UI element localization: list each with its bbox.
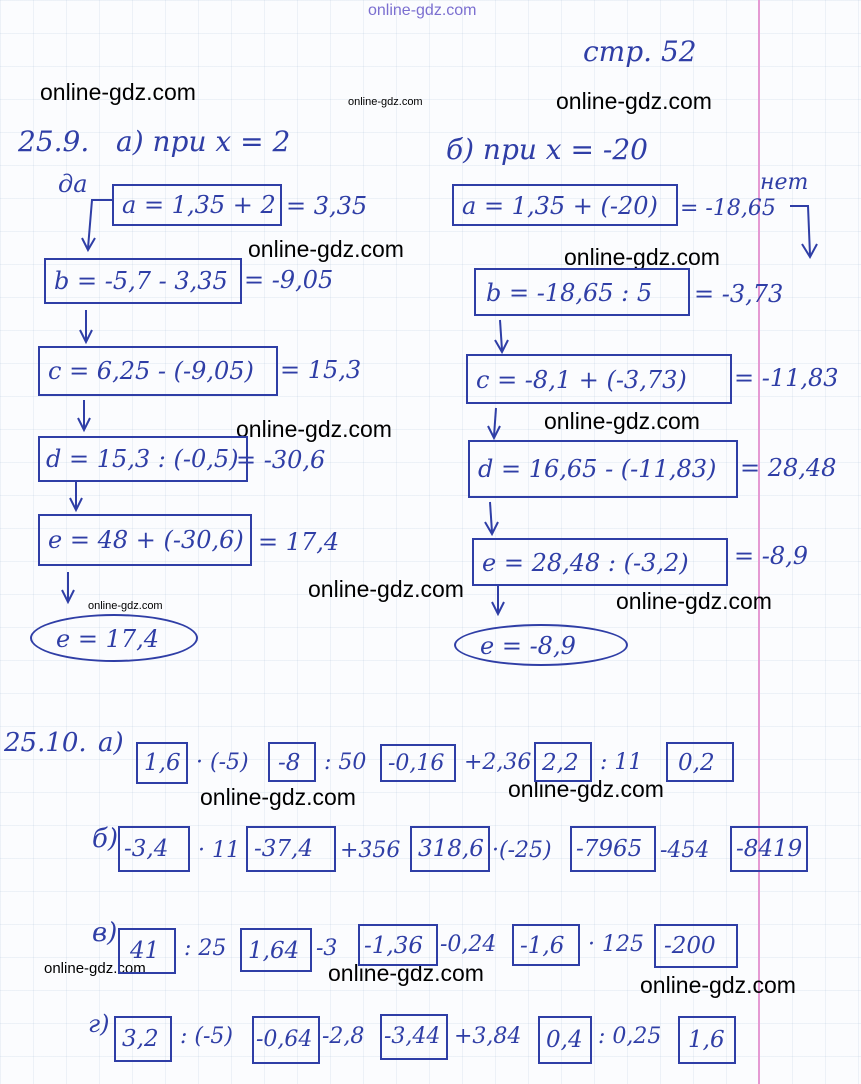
- watermark[interactable]: online-gdz.com: [88, 600, 163, 612]
- chain-value: 41: [130, 938, 160, 964]
- step-expression: c = -8,1 + (-3,73): [476, 366, 687, 394]
- step-box: [468, 440, 738, 498]
- answer-a: e = 17,4: [56, 625, 160, 653]
- chain-value: -1,36: [364, 933, 423, 959]
- step-result: = 17,4: [258, 528, 340, 556]
- chain-value: 1,6: [688, 1027, 725, 1053]
- chain-box: [534, 742, 592, 782]
- watermark-top[interactable]: online-gdz.com: [368, 2, 477, 19]
- part-b-header: б) при x = -20: [446, 133, 648, 166]
- watermark[interactable]: online-gdz.com: [564, 244, 720, 270]
- chain-box: [246, 826, 336, 872]
- step-expression: e = 28,48 : (-3,2): [482, 549, 689, 577]
- chain-box: [570, 826, 656, 872]
- chain-op: -2,8: [322, 1024, 365, 1049]
- chain-box: [512, 924, 580, 966]
- chain-op: -0,24: [440, 932, 497, 957]
- watermark[interactable]: online-gdz.com: [616, 588, 772, 614]
- row-label-v: в): [92, 918, 118, 948]
- arrow-a-1: [80, 310, 92, 342]
- step-expression: d = 15,3 : (-0,5): [46, 445, 239, 473]
- step-box: [44, 258, 242, 304]
- chain-box: [114, 1016, 172, 1062]
- chain-op: · 11: [198, 838, 240, 863]
- arrow-b-4: [492, 586, 504, 614]
- no-label: нет: [760, 170, 809, 195]
- step-expression: a = 1,35 + (-20): [462, 192, 658, 220]
- step-result: = 3,35: [286, 192, 368, 220]
- watermark[interactable]: online-gdz.com: [44, 960, 146, 977]
- page-label: стр. 52: [583, 35, 697, 68]
- chain-value: 0,2: [678, 750, 715, 776]
- arrow-b-1: [495, 320, 508, 352]
- watermark[interactable]: online-gdz.com: [236, 416, 392, 442]
- chain-op: : 11: [600, 750, 643, 775]
- step-box: [112, 184, 282, 226]
- arrow-a-2: [78, 400, 90, 430]
- chain-op: : (-5): [180, 1024, 234, 1049]
- step-result: = -11,83: [734, 364, 839, 392]
- step-expression: b = -18,65 : 5: [486, 279, 653, 307]
- step-expression: a = 1,35 + 2: [122, 191, 276, 219]
- step-result: = 15,3: [280, 356, 362, 384]
- chain-box: [678, 1016, 736, 1064]
- chain-box: [118, 928, 176, 974]
- answer-oval-b: [454, 624, 628, 666]
- step-expression: c = 6,25 - (-9,05): [48, 357, 254, 385]
- step-box: [38, 346, 278, 396]
- chain-value: -7965: [576, 836, 643, 862]
- step-box: [38, 436, 248, 482]
- chain-value: 0,4: [546, 1027, 583, 1053]
- chain-value: -8419: [736, 836, 803, 862]
- chain-box: [410, 826, 490, 872]
- step-result: = 28,48: [740, 454, 837, 482]
- watermark[interactable]: online-gdz.com: [248, 236, 404, 262]
- arrow-b-start: [790, 206, 817, 257]
- answer-b: e = -8,9: [480, 632, 576, 660]
- row-label-a: а): [98, 728, 124, 758]
- chain-box: [268, 742, 316, 782]
- chain-op: -3: [316, 936, 338, 961]
- chain-value: 2,2: [542, 750, 579, 776]
- chain-box: [380, 1014, 448, 1060]
- chain-value: -0,16: [388, 751, 445, 776]
- chain-value: 1,6: [144, 750, 181, 776]
- step-box: [466, 354, 732, 404]
- chain-box: [538, 1016, 592, 1064]
- chain-op: : 50: [324, 750, 367, 775]
- step-result: = -18,65: [680, 196, 776, 221]
- chain-box: [666, 742, 734, 782]
- chain-box: [118, 826, 190, 872]
- chain-op: : 25: [184, 936, 227, 961]
- step-result: = -9,05: [244, 266, 334, 294]
- chain-value: 1,64: [248, 938, 300, 964]
- step-box: [452, 184, 678, 226]
- watermark[interactable]: online-gdz.com: [640, 972, 796, 998]
- chain-box: [730, 826, 808, 872]
- part-a-header: а) при x = 2: [116, 125, 291, 158]
- chain-box: [240, 928, 312, 972]
- arrow-b-3: [485, 502, 498, 534]
- chain-box: [252, 1016, 320, 1064]
- chain-op: · 125: [588, 932, 644, 957]
- step-box: [38, 514, 252, 566]
- chain-box: [380, 744, 456, 782]
- chain-value: 3,2: [122, 1026, 159, 1052]
- step-expression: e = 48 + (-30,6): [48, 526, 244, 554]
- row-label-g: г): [88, 1010, 110, 1038]
- chain-op: -454: [660, 838, 710, 863]
- chain-op: +3,84: [454, 1024, 522, 1049]
- chain-box: [654, 924, 738, 968]
- chain-op: : 0,25: [598, 1024, 662, 1049]
- chain-box: [358, 924, 438, 966]
- watermark[interactable]: online-gdz.com: [544, 408, 700, 434]
- watermark[interactable]: online-gdz.com: [200, 784, 356, 810]
- watermark[interactable]: online-gdz.com: [308, 576, 464, 602]
- chain-value: -3,4: [124, 836, 169, 862]
- chain-value: -37,4: [254, 836, 313, 862]
- step-expression: d = 16,65 - (-11,83): [478, 455, 717, 483]
- chain-value: -200: [664, 933, 716, 959]
- yes-label: да: [58, 170, 88, 198]
- chain-box: [136, 742, 188, 784]
- step-box: [472, 538, 728, 586]
- chain-op: +2,36: [464, 750, 532, 775]
- chain-value: -1,6: [520, 933, 565, 959]
- watermark[interactable]: online-gdz.com: [556, 88, 712, 114]
- arrow-a-3: [70, 482, 82, 510]
- chain-value: 318,6: [418, 836, 484, 862]
- chain-value: -8: [278, 750, 301, 776]
- task-number-25-10: 25.10.: [4, 728, 87, 758]
- task-number-25-9: 25.9.: [18, 125, 90, 158]
- step-result: = -30,6: [236, 446, 326, 474]
- chain-value: -3,44: [384, 1024, 441, 1049]
- chain-op: · (-5): [196, 750, 249, 775]
- step-result: = -8,9: [734, 542, 809, 570]
- arrow-a-start: [82, 200, 112, 250]
- watermark[interactable]: online-gdz.com: [508, 776, 664, 802]
- chain-value: -0,64: [256, 1027, 313, 1052]
- chain-op: +356: [340, 838, 401, 863]
- chain-op: ·(-25): [492, 838, 552, 863]
- row-label-b: б): [92, 824, 119, 854]
- arrow-b-2: [488, 408, 500, 438]
- watermark[interactable]: online-gdz.com: [348, 96, 423, 108]
- step-result: = -3,73: [694, 280, 784, 308]
- step-box: [474, 268, 690, 316]
- watermark[interactable]: online-gdz.com: [40, 79, 196, 105]
- arrow-a-4: [62, 572, 74, 602]
- watermark[interactable]: online-gdz.com: [328, 960, 484, 986]
- answer-oval-a: [30, 614, 198, 662]
- step-expression: b = -5,7 - 3,35: [54, 267, 228, 295]
